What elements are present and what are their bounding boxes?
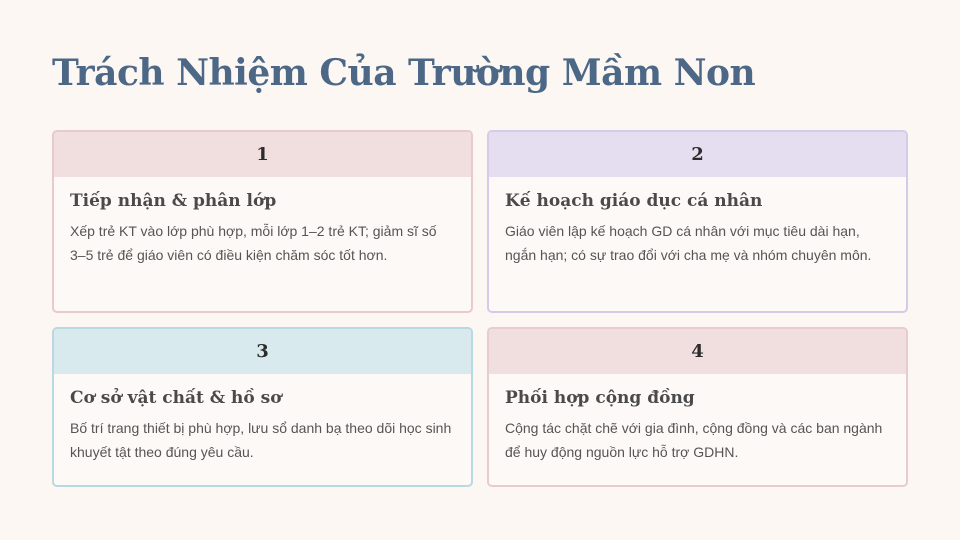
responsibility-card-1 [52, 130, 473, 313]
card-number-header [54, 329, 471, 374]
card-number: 4 [691, 341, 704, 362]
responsibility-card-2 [487, 130, 908, 313]
card-heading: Phối hợp cộng đồng [505, 388, 695, 408]
card-number: 2 [691, 144, 704, 165]
card-body [54, 374, 471, 464]
card-body [489, 374, 906, 464]
responsibility-card-3 [52, 327, 473, 487]
page-title: Trách Nhiệm Của Trường Mầm Non [52, 52, 756, 94]
card-number-header [54, 132, 471, 177]
card-number: 1 [256, 144, 269, 165]
card-number-header [489, 329, 906, 374]
card-number-header [489, 132, 906, 177]
card-heading: Cơ sở vật chất & hồ sơ [70, 388, 282, 408]
card-body [54, 177, 471, 267]
card-description: Giáo viên lập kế hoạch GD cá nhân với mục tiêu dài hạn, ngắn hạn; có sự trao đổi với cha mẹ và nhóm chuyên môn. [505, 223, 872, 263]
card-body [489, 177, 906, 267]
card-description: Cộng tác chặt chẽ với gia đình, cộng đồng và các ban ngành để huy động nguồn lực hỗ trợ GDHN. [505, 420, 883, 460]
card-description: Bố trí trang thiết bị phù hợp, lưu sổ danh bạ theo dõi học sinh khuyết tật theo đúng yêu cầu. [70, 420, 452, 460]
card-heading: Tiếp nhận & phân lớp [70, 191, 277, 211]
card-heading: Kế hoạch giáo dục cá nhân [505, 191, 763, 211]
responsibility-card-4 [487, 327, 908, 487]
card-description: Xếp trẻ KT vào lớp phù hợp, mỗi lớp 1–2 trẻ KT; giảm sĩ số 3–5 trẻ để giáo viên có điều kiện chăm sóc tốt hơn. [70, 223, 437, 263]
card-number: 3 [256, 341, 269, 362]
